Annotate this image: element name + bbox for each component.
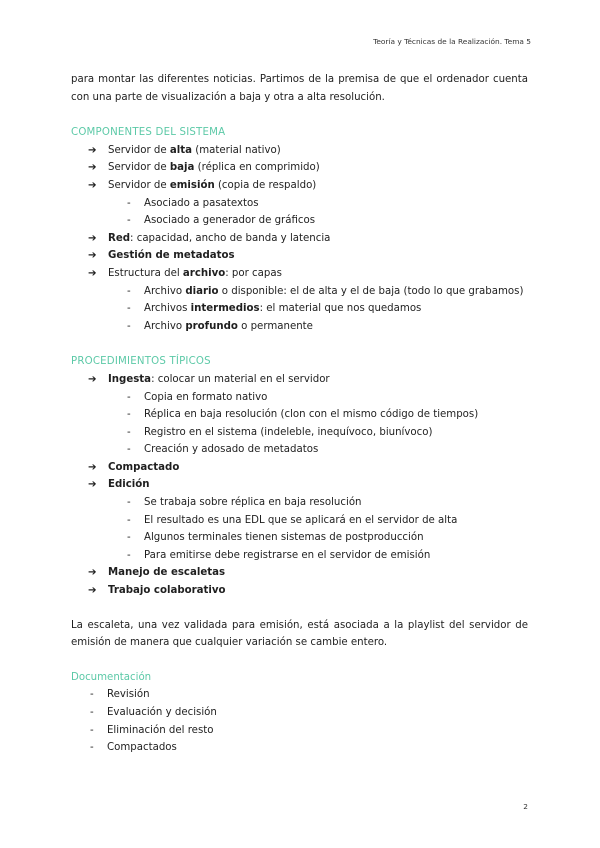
dash-bullet: - xyxy=(127,497,131,509)
sub-list-item: - Archivos intermedios: el material que nos quedamos xyxy=(71,300,528,318)
list-item: ➔ Red: capacidad, ancho de banda y latencia xyxy=(71,230,528,248)
dash-bullet: - xyxy=(90,689,94,701)
arrow-bullet-icon: ➔ xyxy=(88,373,97,385)
sub-list-item: - Archivo profundo o permanente xyxy=(71,318,528,336)
dash-bullet: - xyxy=(127,197,131,209)
arrow-bullet-icon: ➔ xyxy=(88,250,97,262)
sub-list-item: - Registro en el sistema (indeleble, inequívoco, biunívoco) xyxy=(71,424,528,442)
sub-list-item: - Asociado a generador de gráficos xyxy=(71,212,528,230)
arrow-bullet-icon: ➔ xyxy=(88,567,97,579)
dash-bullet: - xyxy=(90,724,94,736)
list-item: ➔ Estructura del archivo: por capas xyxy=(71,265,528,283)
arrow-bullet-icon: ➔ xyxy=(88,179,97,191)
list-item: - Compactados xyxy=(71,739,528,757)
page-number: 2 xyxy=(523,802,528,811)
components-list xyxy=(71,142,528,336)
procedures-list xyxy=(71,371,528,600)
dash-bullet: - xyxy=(127,320,131,332)
list-item: ➔ Servidor de alta (material nativo) xyxy=(71,142,528,160)
dash-bullet: - xyxy=(127,514,131,526)
sub-list-item: - Asociado a pasatextos xyxy=(71,195,528,213)
arrow-bullet-icon: ➔ xyxy=(88,162,97,174)
arrow-bullet-icon: ➔ xyxy=(88,461,97,473)
dash-bullet: - xyxy=(127,532,131,544)
dash-bullet: - xyxy=(127,215,131,227)
list-item: - Evaluación y decisión xyxy=(71,704,528,722)
page-content xyxy=(71,71,528,757)
dash-bullet: - xyxy=(127,303,131,315)
arrow-bullet-icon: ➔ xyxy=(88,144,97,156)
procedures-heading: PROCEDIMIENTOS TÍPICOS xyxy=(71,356,211,368)
components-heading: COMPONENTES DEL SISTEMA xyxy=(71,127,226,139)
dash-bullet: - xyxy=(127,409,131,421)
dash-bullet: - xyxy=(127,426,131,438)
sub-list-item: - Creación y adosado de metadatos xyxy=(71,441,528,459)
documentation-list xyxy=(71,686,528,756)
list-item: ➔ Trabajo colaborativo xyxy=(71,582,528,600)
arrow-bullet-icon: ➔ xyxy=(88,585,97,597)
escaleta-paragraph: La escaleta, una vez validada para emisión, está asociada a la playlist del servidor de emisión de manera que cualquier variación se cambie entero. xyxy=(71,619,528,649)
dash-bullet: - xyxy=(127,285,131,297)
arrow-bullet-icon: ➔ xyxy=(88,232,97,244)
sub-list-item: - Archivo diario o disponible: el de alta y el de baja (todo lo que grabamos) xyxy=(71,283,528,301)
running-header: Teoría y Técnicas de la Realización. Tema 5 xyxy=(373,37,531,46)
dash-bullet: - xyxy=(127,391,131,403)
intro-paragraph: para montar las diferentes noticias. Partimos de la premisa de que el ordenador cuenta con una parte de visualización a baja y otra a alta resolución. xyxy=(71,74,528,103)
sub-list-item: - Réplica en baja resolución (clon con el mismo código de tiempos) xyxy=(71,406,528,424)
dash-bullet: - xyxy=(127,444,131,456)
dash-bullet: - xyxy=(90,707,94,718)
arrow-bullet-icon: ➔ xyxy=(88,267,97,279)
dash-bullet: - xyxy=(127,549,131,561)
sub-list-item: - El resultado es una EDL que se aplicará en el servidor de alta xyxy=(71,512,528,530)
list-item: ➔ Compactado xyxy=(71,459,528,477)
dash-bullet: - xyxy=(90,742,94,754)
list-item: - Eliminación del resto xyxy=(71,722,528,740)
list-item: ➔ Servidor de baja (réplica en comprimido) xyxy=(71,159,528,177)
list-item: ➔ Manejo de escaletas xyxy=(71,564,528,582)
arrow-bullet-icon: ➔ xyxy=(88,479,97,491)
sub-list-item: - Copia en formato nativo xyxy=(71,389,528,407)
sub-list-item: - Se trabaja sobre réplica en baja resolución xyxy=(71,494,528,512)
list-item: ➔ Servidor de emisión (copia de respaldo) xyxy=(71,177,528,195)
list-item: ➔ Edición xyxy=(71,476,528,494)
list-item: ➔ Gestión de metadatos xyxy=(71,247,528,265)
list-item: - Revisión xyxy=(71,686,528,704)
sub-list-item: - Algunos terminales tienen sistemas de postproducción xyxy=(71,529,528,547)
documentation-heading: Documentación xyxy=(71,671,152,683)
list-item: ➔ Ingesta: colocar un material en el servidor xyxy=(71,371,528,389)
sub-list-item: - Para emitirse debe registrarse en el servidor de emisión xyxy=(71,547,528,565)
